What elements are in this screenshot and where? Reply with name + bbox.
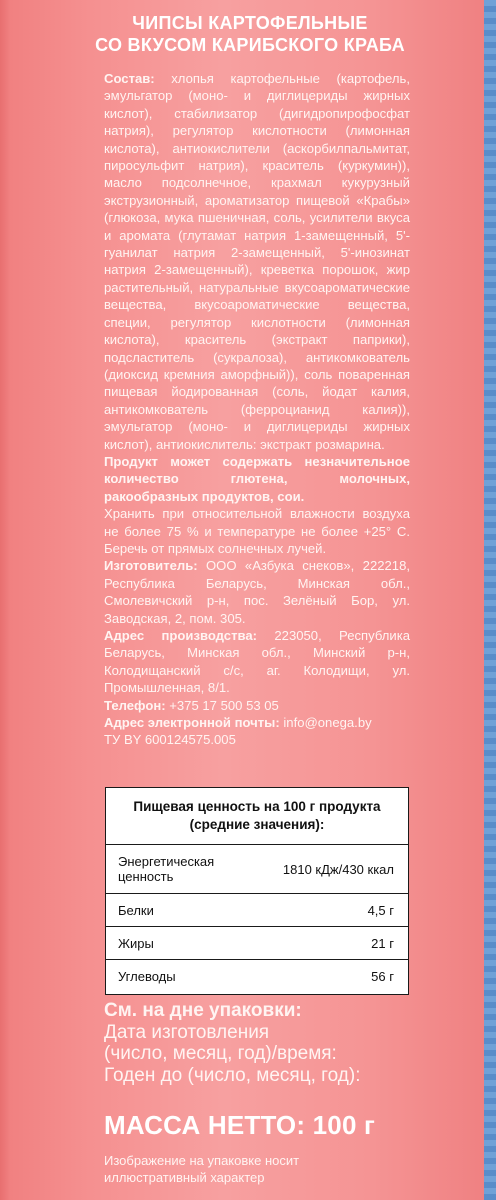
phone: [104, 697, 410, 714]
label-text-block: [104, 70, 410, 749]
product-title-line-1: ЧИПСЫ КАРТОФЕЛЬНЫЕ: [132, 13, 368, 33]
disclaimer-line-1: Изображение на упаковке носит: [104, 1153, 300, 1168]
storage-conditions: Хранить при относительной влажности воздуха не более 75 % и температуре не более +25° С. Беречь от прямых солнечных лучей.: [104, 506, 410, 556]
blue-side-strip: [484, 0, 496, 1200]
product-title-line-2: СО ВКУСОМ КАРИБСКОГО КРАБА: [95, 35, 405, 55]
energy-label-line-1: Энергетическая: [118, 854, 215, 869]
nutrition-row-value: 1810 кДж/430 ккал: [282, 861, 394, 877]
nutrition-table: [105, 787, 409, 995]
net-mass: МАССА НЕТТО: 100 г: [104, 1110, 376, 1140]
energy-label-line-2: ценность: [118, 869, 174, 884]
production-address: [104, 627, 410, 697]
best-before-line: Годен до (число, месяц, год):: [104, 1064, 361, 1086]
email-label: Адрес электронной почты:: [104, 715, 280, 731]
nutrition-row-value: 21 г: [371, 935, 394, 951]
manufacturer-label: Изготовитель:: [104, 558, 198, 574]
nutrition-row-energy: [106, 845, 408, 894]
nutrition-row-label: Белки: [118, 902, 154, 918]
production-address-text: 223050, Республика Беларусь, Минская обл., Минский р-н, Колодищанский с/с, аг. Колодищи, ул. Промышленная, 8/1.: [104, 628, 410, 696]
production-date-line: Дата изготовления: [104, 1021, 270, 1043]
see-bottom-of-package: [104, 1000, 424, 1086]
email: [104, 714, 410, 731]
nutrition-row-label: Жиры: [118, 935, 154, 951]
nutrition-row-fat: [106, 927, 408, 960]
nutrition-row-value: 4,5 г: [367, 902, 394, 918]
nutrition-heading-line-1: Пищевая ценность на 100 г продукта: [133, 799, 381, 814]
composition-text: хлопья картофельные (картофель, эмульгатор (моно- и диглицериды жирных кислот), стабилизатор (дигидропирофосфат натрия), регулятор кислотности (лимонная кислота), антиокислители (аскорбилпальмитат, пиросульфит натрия), краситель (куркумин)), масло подсолнечное, крахмал кукурузный экструзионный, ароматизатор пищевой «Крабы» (глюкоза, мука пшеничная, соль, усилители вкуса и аромата (глутамат натрия 1-замещенный, 5'-гуанилат натрия 2-замещенный, 5'-инозинат натрия 2-замещенный), креветка порошок, жир растительный, натуральные вкусоароматические вещества, вкусоароматические вещества, специи, регулятор кислотности (лимонная кислота), краситель (экстракт паприки), подсластитель (сукралоза), антикомкователь (диоксид кремния аморфный)), соль поваренная пищевая йодированная (соль, йодат калия, антикомкователь (ферроцианид калия)), эмульгатор (моно- и диглицериды жирных кислот), антиокислитель: экстракт розмарина.: [104, 71, 410, 452]
allergen-warning-text: Продукт может содержать незначительное количество глютена, молочных, ракообразных продуктов, сои.: [104, 453, 410, 504]
nutrition-row-carbs: [106, 960, 408, 992]
nutrition-table-heading: [106, 788, 408, 845]
nutrition-row-label: Углеводы: [118, 968, 176, 984]
manufacturer-text: ООО «Азбука снеков», 222218, Республика Беларусь, Минская обл., Смолевичский р-н, пос. Зелёный Бор, ул. Заводская, 2, пом. 305.: [104, 558, 410, 626]
email-address: info@onega.by: [279, 715, 372, 731]
see-bottom-heading: См. на дне упаковки:: [104, 1000, 302, 1021]
allergen-warning: [104, 453, 410, 505]
date-format-line: (число, месяц, год)/время:: [104, 1043, 337, 1064]
product-title: [60, 12, 440, 56]
left-edge-shade: [0, 0, 10, 1200]
manufacturer: [104, 557, 410, 627]
nutrition-row-label: [118, 854, 214, 884]
phone-number: +375 17 500 53 05: [165, 697, 279, 713]
composition: [104, 70, 410, 453]
composition-label: Состав:: [104, 71, 155, 86]
nutrition-heading-line-2: (средние значения):: [189, 817, 325, 832]
production-address-label: Адрес производства:: [104, 628, 258, 643]
illustration-disclaimer: [104, 1152, 404, 1186]
technical-standard: ТУ BY 600124575.005: [104, 732, 236, 748]
nutrition-row-protein: [106, 894, 408, 927]
disclaimer-line-2: иллюстративный характер: [104, 1170, 265, 1185]
nutrition-row-value: 56 г: [371, 968, 394, 984]
phone-label: Телефон:: [104, 697, 166, 713]
